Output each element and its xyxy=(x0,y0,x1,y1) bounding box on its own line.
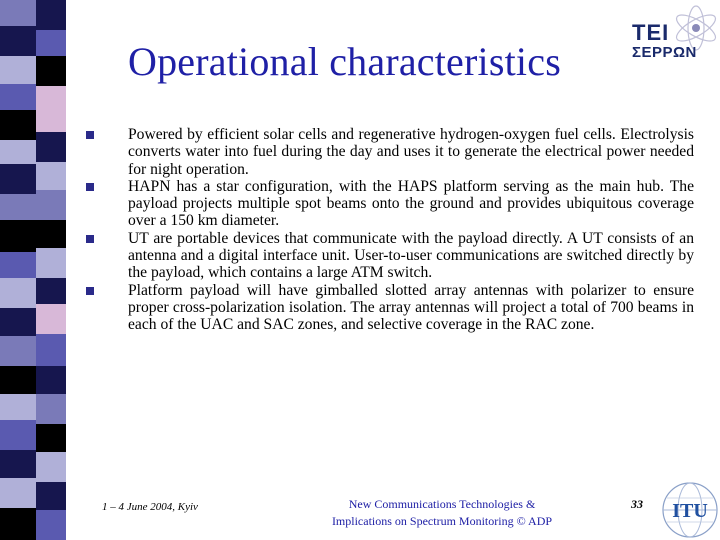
bullet-list xyxy=(86,126,694,334)
list-item xyxy=(86,126,694,178)
list-item xyxy=(86,178,694,230)
tei-logo-line1: TEI xyxy=(632,20,670,45)
tei-logo-text xyxy=(632,22,697,60)
itu-globe-logo xyxy=(658,478,720,540)
list-item xyxy=(86,282,694,334)
square-bullet-icon xyxy=(86,183,94,191)
footer-center-text xyxy=(292,496,592,530)
footer-center-line2: Implications on Spectrum Monitoring © ADP xyxy=(331,514,553,528)
bullet-text: Powered by efficient solar cells and regenerative hydrogen-oxygen fuel cells. Electrolysis converts water into fuel during the day and uses it to generate the electrical power needed for night operation. xyxy=(128,126,694,178)
bullet-text: Platform payload will have gimballed slotted array antennas with polarizer to ensure proper cross-polarization isolation. The array antennas will project a total of 700 beams in each of the UAC and SAC zones, and selective coverage in the RAC zone. xyxy=(128,281,694,334)
tei-logo-line2: ΣΕΡΡΩΝ xyxy=(632,44,697,61)
page-number: 33 xyxy=(631,497,643,511)
square-bullet-icon xyxy=(86,131,94,139)
slide-title: Operational characteristics xyxy=(128,39,561,84)
itu-logo-text: ITU xyxy=(672,500,708,522)
list-item xyxy=(86,230,694,282)
bullet-text: UT are portable devices that communicate with the payload directly. A UT consists of an antenna and a digital interface unit. User-to-user communications are switched directly by the payload, which contains a large ATM switch. xyxy=(128,229,694,282)
square-bullet-icon xyxy=(86,235,94,243)
footer-date-location: 1 – 4 June 2004, Kyiv xyxy=(102,501,198,513)
footer-center-line1: New Communications Technologies & xyxy=(348,497,536,511)
decorative-sidebar xyxy=(0,0,72,540)
bullet-text: HAPN has a star configuration, with the HAPS platform serving as the main hub. The payload projects multiple spot beams onto the ground and provides ubiquitous coverage over a 150 km diameter. xyxy=(128,177,694,230)
square-bullet-icon xyxy=(86,287,94,295)
